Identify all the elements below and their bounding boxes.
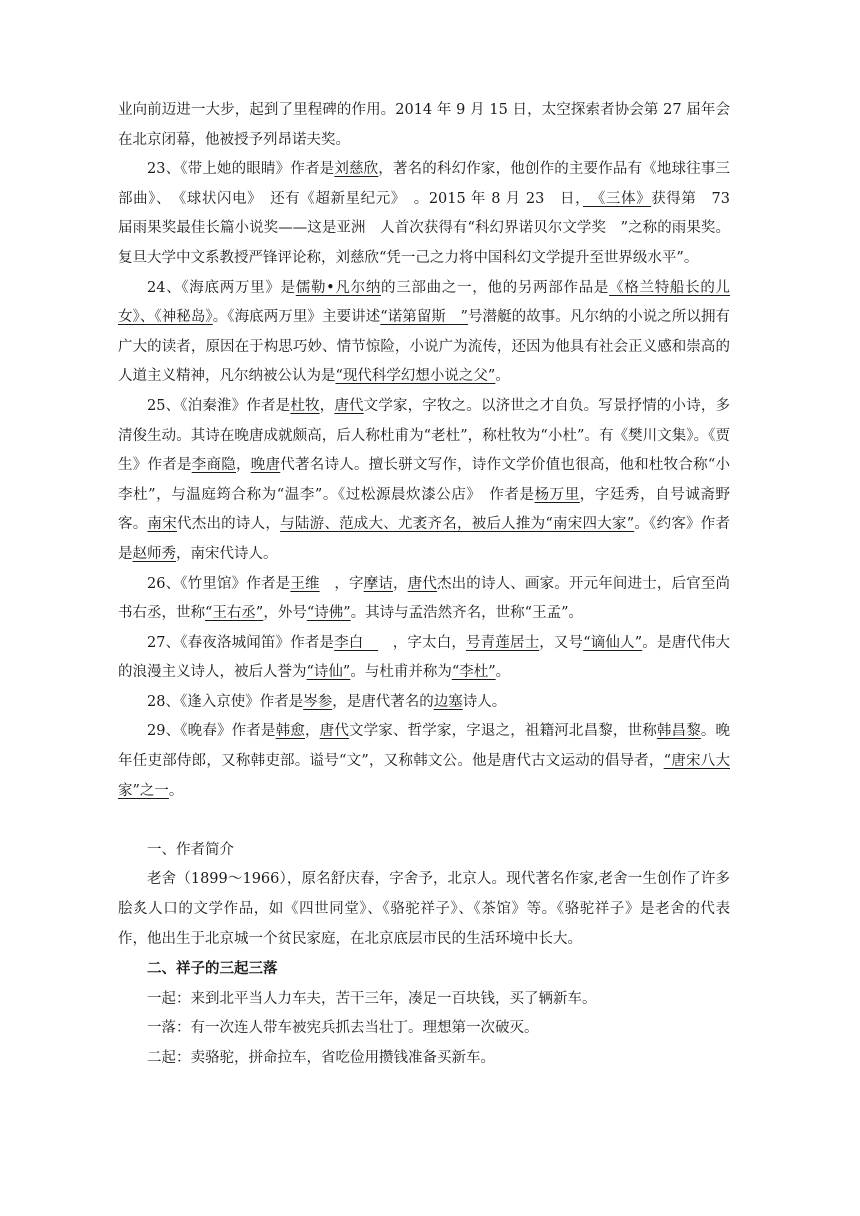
underlined-answer: 赵师秀 xyxy=(132,545,176,562)
paragraph-q2 xyxy=(118,1014,730,1044)
underlined-answer: 刘慈欣 xyxy=(334,161,379,178)
section-spacer xyxy=(118,806,730,836)
paragraph-h1 xyxy=(118,836,730,866)
underlined-answer: 晚唐 xyxy=(250,457,281,474)
text-run: 老舍（1899～1966），原名舒庆春，字舍予，北京人。现代著名作家,老舍一生创作了许多脍炙人口的文学作品，如《四世同堂》、《骆驼祥子》、《茶馆》等。《骆驼祥子》是老舍的代表作，他出生于北京城一个贫民家庭，在北京底层市民的生活环境中长大。 xyxy=(118,871,730,947)
paragraph-q1 xyxy=(118,985,730,1015)
text-run: 。《约客》作者是 xyxy=(118,516,731,562)
paragraph-p29 xyxy=(118,717,730,806)
paragraph-p24 xyxy=(118,274,730,392)
paragraph-p0 xyxy=(118,96,730,155)
underlined-answer: 杨万里 xyxy=(534,486,580,503)
text-run: 代著名诗人。擅长骈文写作，诗作文学价值也很高，他和杜牧合称“小李杜”，与温庭筠合称为“温李”。《过松源晨炊漆公店》 作者是 xyxy=(118,457,731,503)
paragraph-p25 xyxy=(118,392,730,570)
text-run: 。《海底两万里》主要讲述 xyxy=(212,309,381,326)
underlined-answer: 岑参 xyxy=(303,693,333,710)
document-body xyxy=(118,96,745,1074)
text-run: 文学家、哲学家，字退之，祖籍河北昌黎，世称 xyxy=(348,723,657,740)
text-run: ， xyxy=(319,397,335,414)
paragraph-p28 xyxy=(118,688,730,718)
text-run: 28、《逢入京使》作者是 xyxy=(147,693,304,710)
text-run: ，又号 xyxy=(539,634,584,651)
underlined-answer: 杜牧 xyxy=(290,397,320,414)
text-run: 二起：卖骆驼，拼命拉车，省吃俭用攒钱准备买新车。 xyxy=(147,1050,495,1066)
text-run: 杰出的诗人、画家。开元年间进士，后官至尚书右丞，世称 xyxy=(118,575,731,622)
underlined-answer: 《格兰特船长的儿女》、《神秘岛》 xyxy=(118,279,731,326)
underlined-answer: 李商隐 xyxy=(191,457,236,474)
underlined-answer: 韩昌黎 xyxy=(656,723,701,740)
text-run: 号潜艇的故事。凡尔纳的小说之所以拥有广大的读者，原因在于构思巧妙、情节惊险，小说广为流传，还因为他具有社会正义感和崇高的人道主义精神，凡尔纳被公认为是 xyxy=(118,309,731,385)
text-run: 。 xyxy=(495,368,510,385)
text-run: 。其诗与孟浩然齐名，世称“王孟”。 xyxy=(350,605,583,622)
paragraph-p_laoshe xyxy=(118,865,730,954)
text-run: 获得第 73 届雨果奖最佳长篇小说奖——这是亚洲 人首次获得有“科幻界诺贝尔文学奖 ”之称的雨果奖。复旦大学中文系教授严锋评论称，刘慈欣“凭一己之力将中国科幻文学提升至世界级水平”。 xyxy=(118,190,745,266)
underlined-answer: “王右丞” xyxy=(205,605,264,622)
text-run: 一落：有一次连人带车被宪兵抓去当壮丁。理想第一次破灭。 xyxy=(147,1020,539,1037)
text-run: 。 xyxy=(168,782,184,799)
underlined-answer: “诗仙” xyxy=(306,664,351,681)
text-run: ，字太白， xyxy=(378,634,466,651)
text-run: 一、作者简介 xyxy=(147,841,234,858)
bold-heading-text: 二、祥子的三起三落 xyxy=(147,960,278,978)
text-run: 25、《泊秦淮》作者是 xyxy=(147,397,291,414)
underlined-answer: 李白 xyxy=(334,634,379,651)
text-run: ，字廷秀，自号诚斋野客。 xyxy=(118,486,730,533)
underlined-answer: 边塞 xyxy=(433,693,463,710)
text-run: 27、《春夜洛城闻笛》作者是 xyxy=(147,634,335,651)
underlined-answer: 唐代 xyxy=(334,397,364,414)
underlined-answer: 与陆游、范成大、尤袤齐名，被后人推为“南宋四大家” xyxy=(280,516,635,533)
text-run: 代杰出的诗人， xyxy=(176,516,281,533)
underlined-answer: 王维 xyxy=(290,575,320,592)
text-run: 。晚年任吏部侍郎，又称韩吏部。谥号“文”，又称韩文公。他是唐代古文运动的倡导者， xyxy=(118,723,731,770)
text-run: ， xyxy=(235,457,251,474)
text-run: 24、《海底两万里》是 xyxy=(147,279,296,296)
text-run: 诗人。 xyxy=(462,693,507,710)
text-run: 23、《带上她的眼睛》作者是 xyxy=(147,161,335,178)
paragraph-p23 xyxy=(118,155,745,273)
text-run: 。与杜甫并称为 xyxy=(350,664,452,681)
text-run: ， xyxy=(304,723,320,740)
underlined-answer: “现代科学幻想小说之父” xyxy=(335,368,496,385)
text-run: ，是唐代著名的 xyxy=(332,693,434,710)
text-run: 29、《晚春》作者是 xyxy=(147,723,276,740)
paragraph-q3 xyxy=(118,1044,730,1074)
text-run: 。 xyxy=(495,664,511,681)
text-run: 。是唐代伟大的浪漫主义诗人，被后人誉为 xyxy=(118,634,731,681)
underlined-answer: 号青莲居士 xyxy=(466,634,540,651)
text-run: ，南宋代诗人。 xyxy=(176,545,278,562)
paragraph-p26 xyxy=(118,570,730,629)
underlined-answer: “谪仙人” xyxy=(583,634,643,651)
text-run: 一起：来到北平当人力车夫，苦干三年，凑足一百块钱，买了辆新车。 xyxy=(147,990,597,1007)
text-run: ，外号 xyxy=(263,605,307,622)
underlined-answer: 儒勒•凡尔纳 xyxy=(295,279,382,296)
underlined-answer: 《三体》 xyxy=(582,190,652,207)
paragraph-p27 xyxy=(118,629,730,688)
text-run: 文学家，字牧之。以济世之才自负。写景抒情的小诗，多清俊生动。其诗在晚唐成就颇高，后人称杜甫为“老杜”，称杜牧为“小杜”。有《樊川文集》。《贾生》作者是 xyxy=(118,397,731,474)
underlined-answer: 南宋 xyxy=(147,516,177,533)
underlined-answer: “诗佛” xyxy=(306,605,351,622)
underlined-answer: “唐宋八大家”之一 xyxy=(118,753,730,799)
text-run: ， xyxy=(392,575,408,592)
underlined-answer: “李杜” xyxy=(451,664,496,681)
text-run: 26、《竹里馆》作者是 xyxy=(147,575,291,592)
text-run: ，字 xyxy=(319,575,364,592)
paragraph-h2 xyxy=(118,954,730,985)
text-run: 的三部曲之一，他的另两部作品是 xyxy=(381,279,610,296)
text-run: ，著名的科幻作家，他创作的主要作品有《地球往事三部曲》、 《球状闪电》 还有《超新星纪元》 。2015 年 8 月 23 日， xyxy=(118,161,731,207)
underlined-answer: 摩诘 xyxy=(363,575,393,592)
underlined-answer: 唐代 xyxy=(407,575,437,592)
underlined-answer: 韩愈 xyxy=(275,723,305,740)
underlined-answer: “诺第留斯 ” xyxy=(380,309,468,326)
underlined-answer: 唐代 xyxy=(319,723,349,740)
text-run: 业向前迈进一大步，起到了里程碑的作用。2014 年 9 月 15 日，太空探索者协会第 27 届年会在北京闭幕，他被授予列昂诺夫奖。 xyxy=(118,102,730,148)
